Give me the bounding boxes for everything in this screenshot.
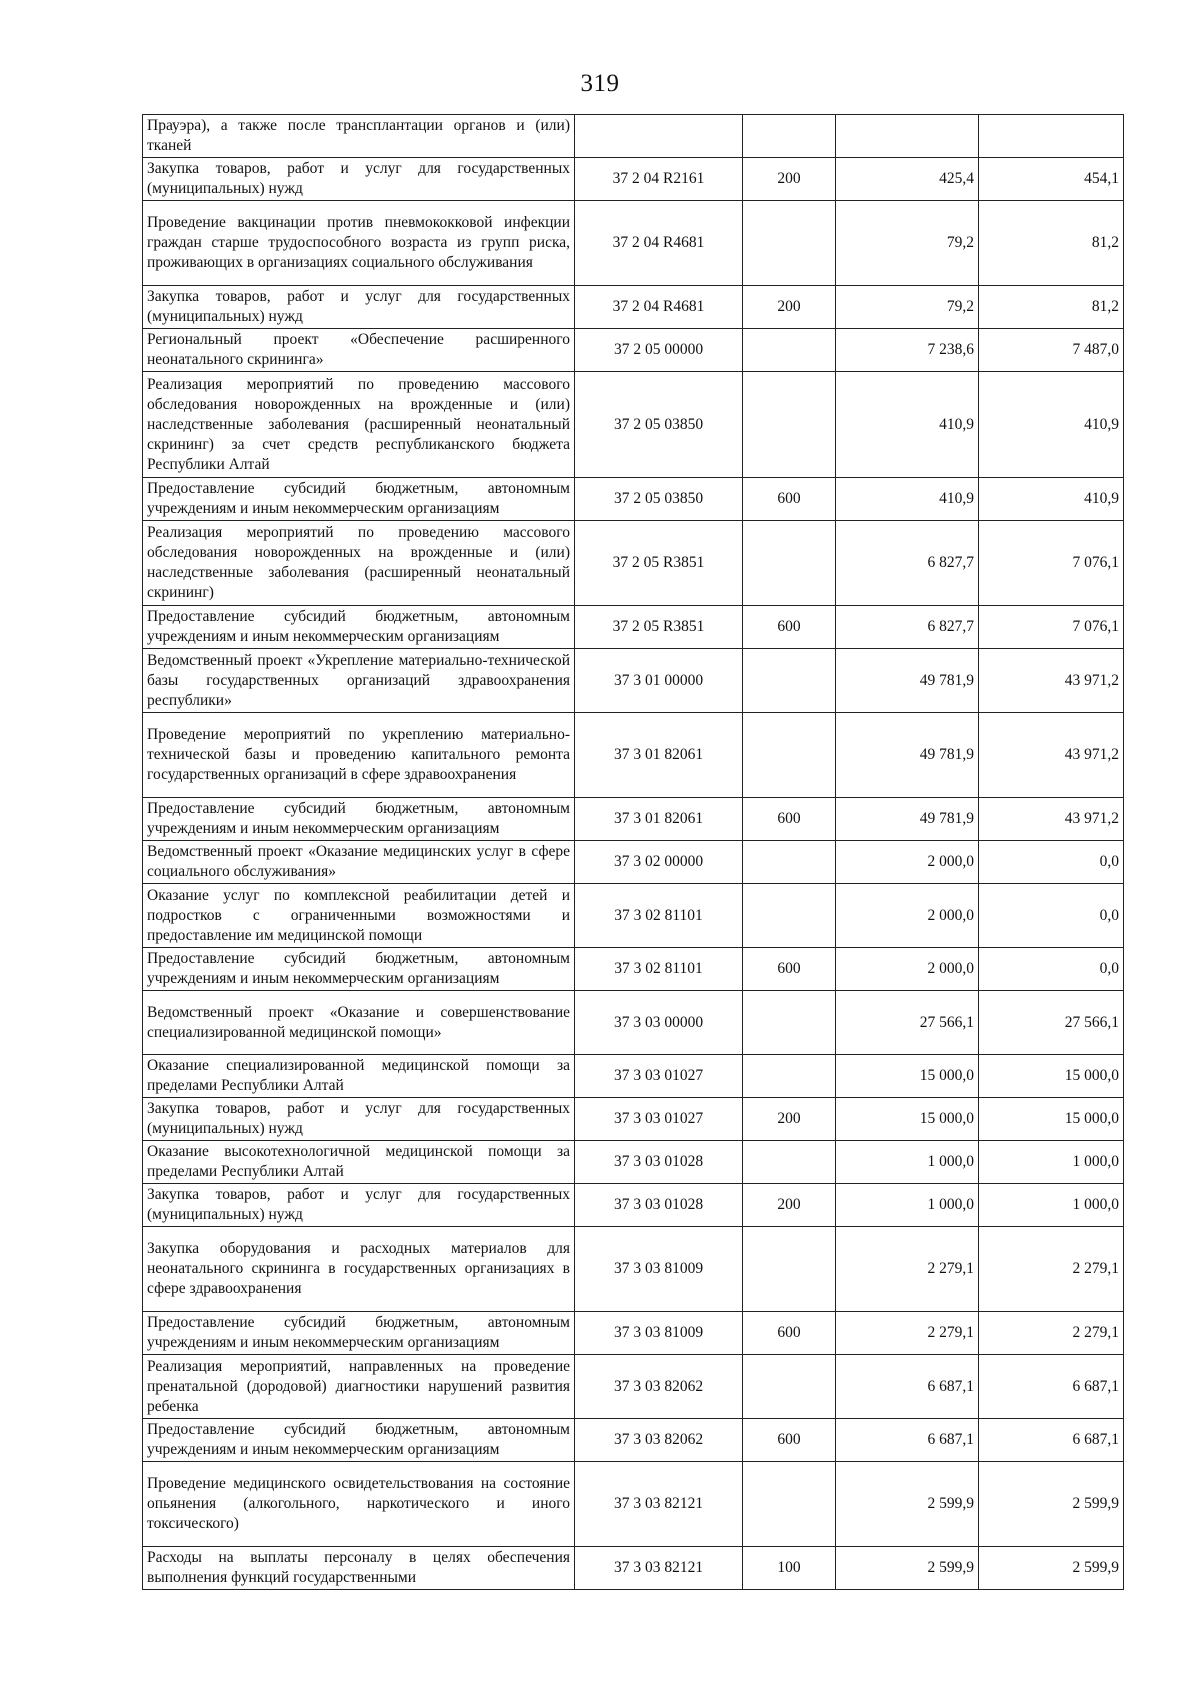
row-expense-type-cell [743,649,836,713]
row-amount-year2-cell: 0,0 [979,841,1124,884]
row-amount-year2-cell: 6 687,1 [979,1355,1124,1419]
row-amount-year2-cell: 0,0 [979,884,1124,948]
row-expense-type-cell [743,372,836,478]
table-row [143,1227,1124,1312]
row-amount-year1-cell: 79,2 [836,201,979,286]
row-amount-year1-cell: 6 687,1 [836,1355,979,1419]
table-row [143,1184,1124,1227]
row-target-code-cell: 37 3 01 82061 [575,798,743,841]
row-expense-type-cell: 600 [743,798,836,841]
row-name-cell: Расходы на выплаты персоналу в целях обеспечения выполнения функций государственными [143,1547,575,1590]
table-row [143,1355,1124,1419]
table-row [143,1141,1124,1184]
row-target-code-cell: 37 3 03 81009 [575,1227,743,1312]
row-target-code-cell: 37 2 04 R4681 [575,286,743,329]
table-row [143,884,1124,948]
row-expense-type-cell [743,1227,836,1312]
table-row [143,158,1124,201]
table-row [143,841,1124,884]
row-amount-year1-cell: 2 279,1 [836,1227,979,1312]
row-amount-year2-cell: 2 279,1 [979,1312,1124,1355]
row-name-cell: Оказание услуг по комплексной реабилитации детей и подростков с ограниченными возможностями и предоставление им медицинской помощи [143,884,575,948]
row-name-cell: Предоставление субсидий бюджетным, автономным учреждениям и иным некоммерческим организациям [143,478,575,521]
row-name-cell: Предоставление субсидий бюджетным, автономным учреждениям и иным некоммерческим организациям [143,948,575,991]
row-amount-year2-cell: 2 279,1 [979,1227,1124,1312]
row-amount-year1-cell: 2 000,0 [836,841,979,884]
table-row [143,1462,1124,1547]
row-expense-type-cell [743,1462,836,1547]
row-amount-year1-cell: 2 000,0 [836,884,979,948]
row-target-code-cell: 37 3 01 00000 [575,649,743,713]
row-name-cell: Оказание высокотехнологичной медицинской помощи за пределами Республики Алтай [143,1141,575,1184]
row-name-cell: Проведение вакцинации против пневмококковой инфекции граждан старше трудоспособного возраста из групп риска, проживающих в организациях социального обслуживания [143,201,575,286]
row-target-code-cell: 37 3 03 82062 [575,1355,743,1419]
row-name-cell: Ведомственный проект «Оказание медицинских услуг в сфере социального обслуживания» [143,841,575,884]
row-amount-year1-cell: 79,2 [836,286,979,329]
row-name-cell: Предоставление субсидий бюджетным, автономным учреждениям и иным некоммерческим организациям [143,1312,575,1355]
row-name-cell: Ведомственный проект «Оказание и совершенствование специализированной медицинской помощи» [143,991,575,1055]
row-amount-year1-cell: 6 827,7 [836,521,979,606]
row-name-cell: Предоставление субсидий бюджетным, автономным учреждениям и иным некоммерческим организациям [143,1419,575,1462]
table-row [143,201,1124,286]
table-row [143,798,1124,841]
row-amount-year2-cell: 410,9 [979,372,1124,478]
table-row [143,1312,1124,1355]
row-expense-type-cell: 200 [743,158,836,201]
row-amount-year1-cell: 27 566,1 [836,991,979,1055]
row-target-code-cell: 37 3 03 82121 [575,1462,743,1547]
row-name-cell: Закупка товаров, работ и услуг для государственных (муниципальных) нужд [143,286,575,329]
row-name-cell: Закупка оборудования и расходных материалов для неонатального скрининга в государственных организациях в сфере здравоохранения [143,1227,575,1312]
row-amount-year2-cell: 43 971,2 [979,649,1124,713]
row-expense-type-cell [743,884,836,948]
row-expense-type-cell [743,329,836,372]
table-row [143,478,1124,521]
row-amount-year2-cell: 6 687,1 [979,1419,1124,1462]
row-target-code-cell: 37 3 03 82121 [575,1547,743,1590]
row-name-cell: Предоставление субсидий бюджетным, автономным учреждениям и иным некоммерческим организациям [143,798,575,841]
row-expense-type-cell [743,201,836,286]
row-name-cell: Закупка товаров, работ и услуг для государственных (муниципальных) нужд [143,158,575,201]
row-target-code-cell: 37 3 02 00000 [575,841,743,884]
row-expense-type-cell [743,841,836,884]
row-amount-year2-cell: 2 599,9 [979,1547,1124,1590]
table-row [143,1055,1124,1098]
table-row [143,606,1124,649]
row-name-cell: Ведомственный проект «Укрепление материально-технической базы государственных организаций здравоохранения республики» [143,649,575,713]
row-amount-year2-cell [979,115,1124,158]
row-expense-type-cell [743,1355,836,1419]
table-row [143,649,1124,713]
row-name-cell: Региональный проект «Обеспечение расширенного неонатального скрининга» [143,329,575,372]
row-amount-year2-cell: 1 000,0 [979,1141,1124,1184]
row-name-cell: Предоставление субсидий бюджетным, автономным учреждениям и иным некоммерческим организациям [143,606,575,649]
row-name-cell: Прауэра), а также после трансплантации органов и (или) тканей [143,115,575,158]
row-amount-year2-cell: 2 599,9 [979,1462,1124,1547]
table-row [143,1547,1124,1590]
row-target-code-cell: 37 3 03 81009 [575,1312,743,1355]
row-name-cell: Закупка товаров, работ и услуг для государственных (муниципальных) нужд [143,1098,575,1141]
row-expense-type-cell [743,1055,836,1098]
row-expense-type-cell: 600 [743,478,836,521]
row-expense-type-cell: 600 [743,948,836,991]
table-row [143,521,1124,606]
row-target-code-cell: 37 3 03 01028 [575,1141,743,1184]
budget-table-body [143,115,1124,1590]
row-amount-year1-cell [836,115,979,158]
row-amount-year1-cell: 49 781,9 [836,798,979,841]
table-row [143,115,1124,158]
row-amount-year1-cell: 15 000,0 [836,1055,979,1098]
row-amount-year2-cell: 15 000,0 [979,1098,1124,1141]
row-name-cell: Проведение медицинского освидетельствования на состояние опьянения (алкогольного, наркотического и иного токсического) [143,1462,575,1547]
row-target-code-cell: 37 3 02 81101 [575,884,743,948]
row-name-cell: Реализация мероприятий, направленных на проведение пренатальной (дородовой) диагностики нарушений развития ребенка [143,1355,575,1419]
row-amount-year2-cell: 1 000,0 [979,1184,1124,1227]
table-row [143,1098,1124,1141]
row-target-code-cell: 37 2 04 R4681 [575,201,743,286]
row-amount-year1-cell: 2 599,9 [836,1462,979,1547]
row-expense-type-cell: 200 [743,1184,836,1227]
row-name-cell: Проведение мероприятий по укреплению материально-технической базы и проведению капитального ремонта государственных организаций в сфере здравоохранения [143,713,575,798]
row-amount-year1-cell: 2 279,1 [836,1312,979,1355]
budget-table [142,114,1124,1590]
table-row [143,713,1124,798]
row-target-code-cell: 37 3 03 01027 [575,1098,743,1141]
row-expense-type-cell: 600 [743,1312,836,1355]
row-expense-type-cell: 200 [743,286,836,329]
row-target-code-cell: 37 3 03 01028 [575,1184,743,1227]
table-row [143,372,1124,478]
row-amount-year2-cell: 81,2 [979,286,1124,329]
row-amount-year2-cell: 454,1 [979,158,1124,201]
row-amount-year1-cell: 410,9 [836,372,979,478]
row-target-code-cell: 37 3 03 01027 [575,1055,743,1098]
row-amount-year1-cell: 49 781,9 [836,649,979,713]
row-amount-year2-cell: 43 971,2 [979,798,1124,841]
table-row [143,1419,1124,1462]
row-amount-year1-cell: 1 000,0 [836,1184,979,1227]
row-amount-year2-cell: 81,2 [979,201,1124,286]
row-amount-year1-cell: 6 687,1 [836,1419,979,1462]
row-expense-type-cell [743,1141,836,1184]
row-name-cell: Реализация мероприятий по проведению массового обследования новорожденных на врожденные и (или) наследственные заболевания (расширенный неонатальный скрининг) за счет средств республиканского бюджета Республики Алтай [143,372,575,478]
row-target-code-cell [575,115,743,158]
row-target-code-cell: 37 3 02 81101 [575,948,743,991]
row-name-cell: Реализация мероприятий по проведению массового обследования новорожденных на врожденные и (или) наследственные заболевания (расширенный неонатальный скрининг) [143,521,575,606]
row-amount-year1-cell: 2 599,9 [836,1547,979,1590]
row-target-code-cell: 37 3 03 82062 [575,1419,743,1462]
row-amount-year1-cell: 1 000,0 [836,1141,979,1184]
row-amount-year2-cell: 27 566,1 [979,991,1124,1055]
table-row [143,329,1124,372]
row-amount-year2-cell: 410,9 [979,478,1124,521]
row-target-code-cell: 37 3 03 00000 [575,991,743,1055]
row-amount-year2-cell: 0,0 [979,948,1124,991]
row-expense-type-cell: 600 [743,606,836,649]
row-expense-type-cell: 100 [743,1547,836,1590]
row-expense-type-cell [743,521,836,606]
page-number: 319 [580,70,620,97]
row-amount-year2-cell: 43 971,2 [979,713,1124,798]
row-amount-year2-cell: 7 487,0 [979,329,1124,372]
row-amount-year1-cell: 49 781,9 [836,713,979,798]
row-expense-type-cell: 600 [743,1419,836,1462]
row-target-code-cell: 37 2 05 03850 [575,372,743,478]
row-target-code-cell: 37 2 05 R3851 [575,606,743,649]
row-target-code-cell: 37 2 05 00000 [575,329,743,372]
row-amount-year1-cell: 6 827,7 [836,606,979,649]
row-expense-type-cell [743,115,836,158]
row-target-code-cell: 37 2 04 R2161 [575,158,743,201]
row-amount-year2-cell: 15 000,0 [979,1055,1124,1098]
row-target-code-cell: 37 2 05 03850 [575,478,743,521]
table-row [143,991,1124,1055]
row-name-cell: Оказание специализированной медицинской помощи за пределами Республики Алтай [143,1055,575,1098]
row-amount-year1-cell: 425,4 [836,158,979,201]
row-amount-year1-cell: 15 000,0 [836,1098,979,1141]
row-amount-year1-cell: 7 238,6 [836,329,979,372]
row-amount-year2-cell: 7 076,1 [979,521,1124,606]
row-name-cell: Закупка товаров, работ и услуг для государственных (муниципальных) нужд [143,1184,575,1227]
row-expense-type-cell: 200 [743,1098,836,1141]
row-amount-year1-cell: 410,9 [836,478,979,521]
row-expense-type-cell [743,713,836,798]
row-target-code-cell: 37 2 05 R3851 [575,521,743,606]
row-expense-type-cell [743,991,836,1055]
table-row [143,286,1124,329]
row-target-code-cell: 37 3 01 82061 [575,713,743,798]
row-amount-year1-cell: 2 000,0 [836,948,979,991]
table-row [143,948,1124,991]
row-amount-year2-cell: 7 076,1 [979,606,1124,649]
